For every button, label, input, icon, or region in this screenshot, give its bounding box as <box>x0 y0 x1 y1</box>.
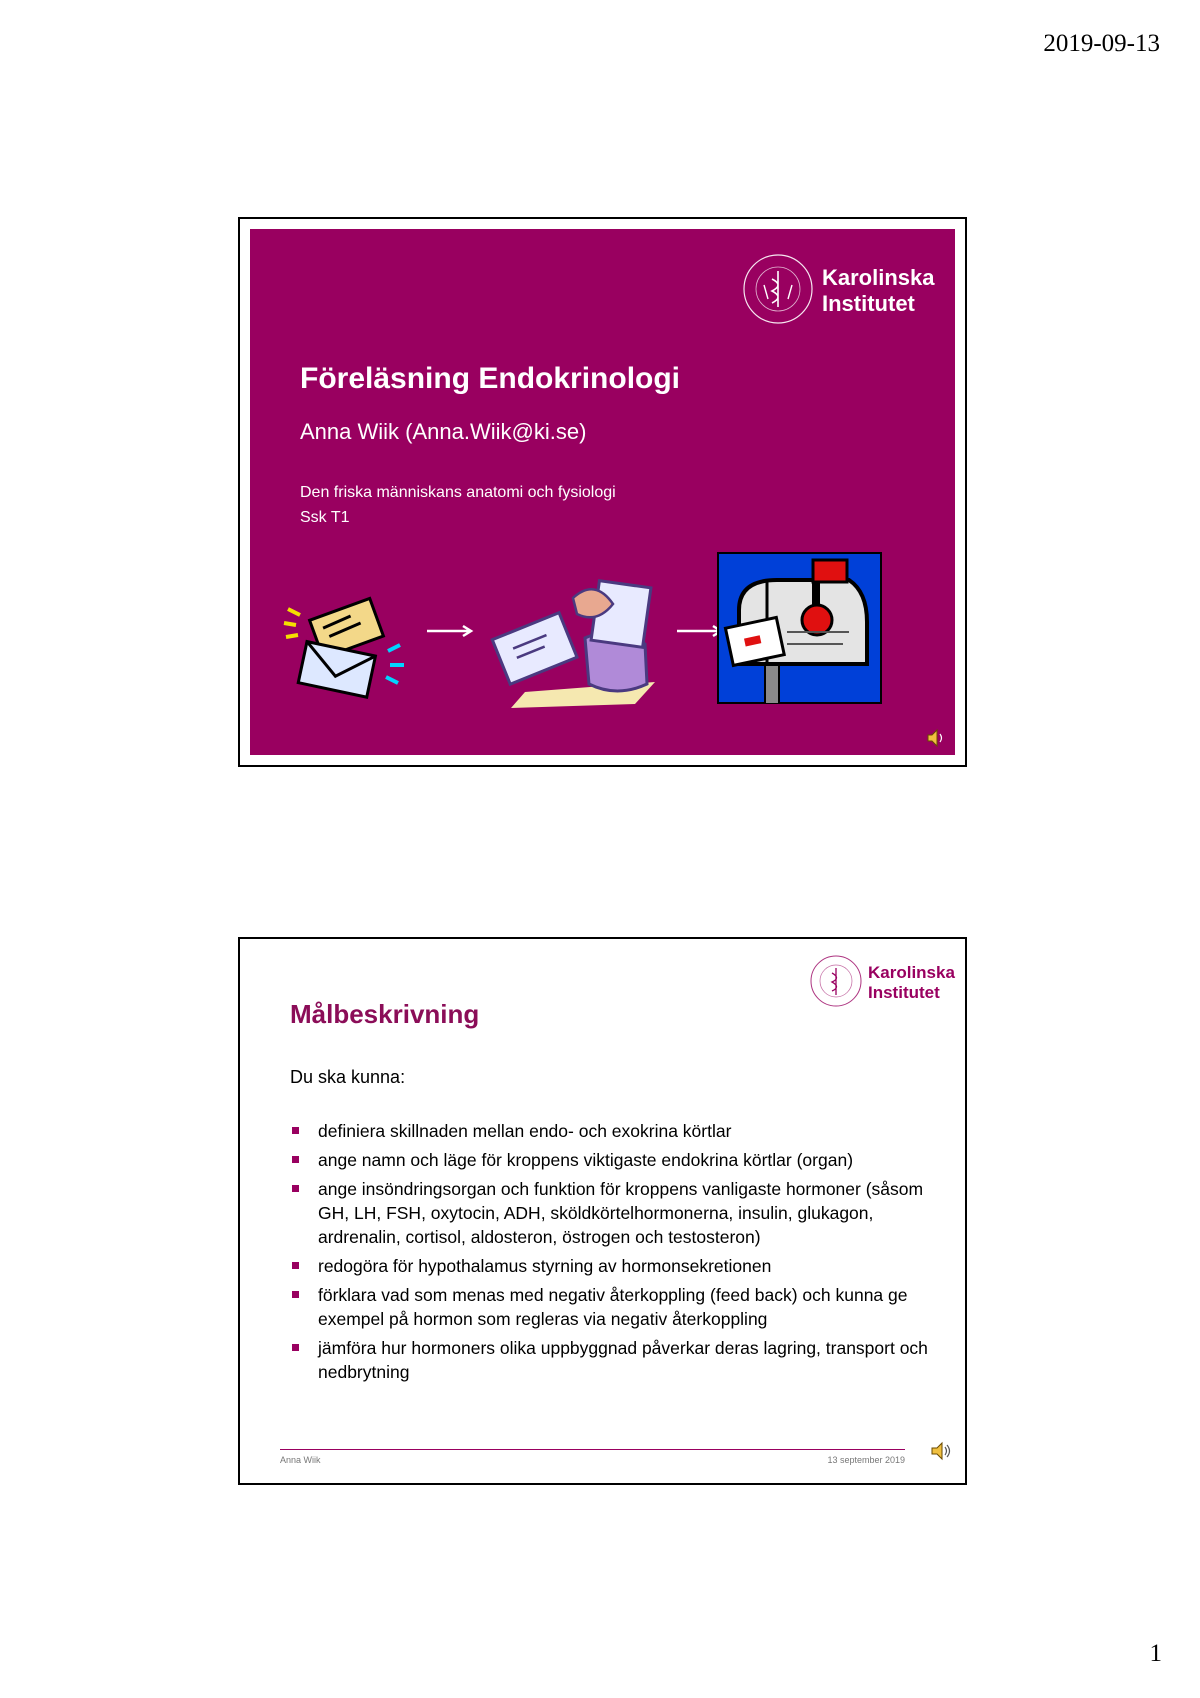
bullet <box>292 1262 299 1269</box>
logo-line1: Karolinska <box>822 265 935 290</box>
list-item: definiera skillnaden mellan endo- och exokrina körtlar <box>290 1119 930 1143</box>
page-number: 1 <box>1149 1640 1162 1667</box>
speaker-icon[interactable] <box>929 1439 953 1463</box>
bullet <box>292 1344 299 1351</box>
list-item: redogöra för hypothalamus styrning av hormonsekretionen <box>290 1254 930 1278</box>
objectives-list <box>290 1119 930 1389</box>
slide-1-course: Den friska människans anatomi och fysiologi <box>300 484 616 501</box>
mailbox-icon <box>717 552 882 704</box>
karolinska-logo <box>738 249 938 329</box>
slide-1-group: Ssk T1 <box>300 509 350 526</box>
slide-1 <box>238 217 967 767</box>
speaker-icon[interactable] <box>925 727 947 749</box>
bullet <box>292 1127 299 1134</box>
list-item: jämföra hur hormoners olika uppbyggnad påverkar deras lagring, transport och nedbrytning <box>290 1336 930 1384</box>
slide-1-author: Anna Wiik (Anna.Wiik@ki.se) <box>300 419 587 444</box>
list-item: förklara vad som menas med negativ återkoppling (feed back) och kunna ge exempel på hormon som regleras via negativ återkoppling <box>290 1283 930 1331</box>
footer-divider <box>280 1449 905 1450</box>
logo-line2: Institutet <box>822 291 915 316</box>
slide-2-intro: Du ska kunna: <box>290 1067 406 1087</box>
list-item: ange insöndringsorgan och funktion för kroppens vanligaste hormoner (såsom GH, LH, FSH, oxytocin, ADH, sköldkörtelhormonerna, insulin, glukagon, ardrenalin, cortisol, aldosteron, östrogen och testosteron) <box>290 1177 930 1249</box>
logo-line1: Karolinska <box>868 963 955 982</box>
list-item: ange namn och läge för kroppens viktigaste endokrina körtlar (organ) <box>290 1148 930 1172</box>
logo-line2: Institutet <box>868 983 940 1002</box>
envelopes-icon <box>280 589 420 699</box>
footer-author: Anna Wiik <box>280 1455 321 1465</box>
slide-1-title: Föreläsning Endokrinologi <box>300 362 681 395</box>
slide-2-title: Målbeskrivning <box>290 999 480 1029</box>
page-date: 2019-09-13 <box>1043 30 1160 57</box>
slide-1-background <box>250 229 955 755</box>
footer-date: 13 september 2019 <box>827 1455 905 1465</box>
karolinska-logo <box>808 951 956 1011</box>
letters-icon <box>485 574 665 714</box>
arrow-right-icon <box>425 624 475 638</box>
slide-2 <box>238 937 967 1485</box>
bullet <box>292 1185 299 1192</box>
bullet <box>292 1156 299 1163</box>
bullet <box>292 1291 299 1298</box>
